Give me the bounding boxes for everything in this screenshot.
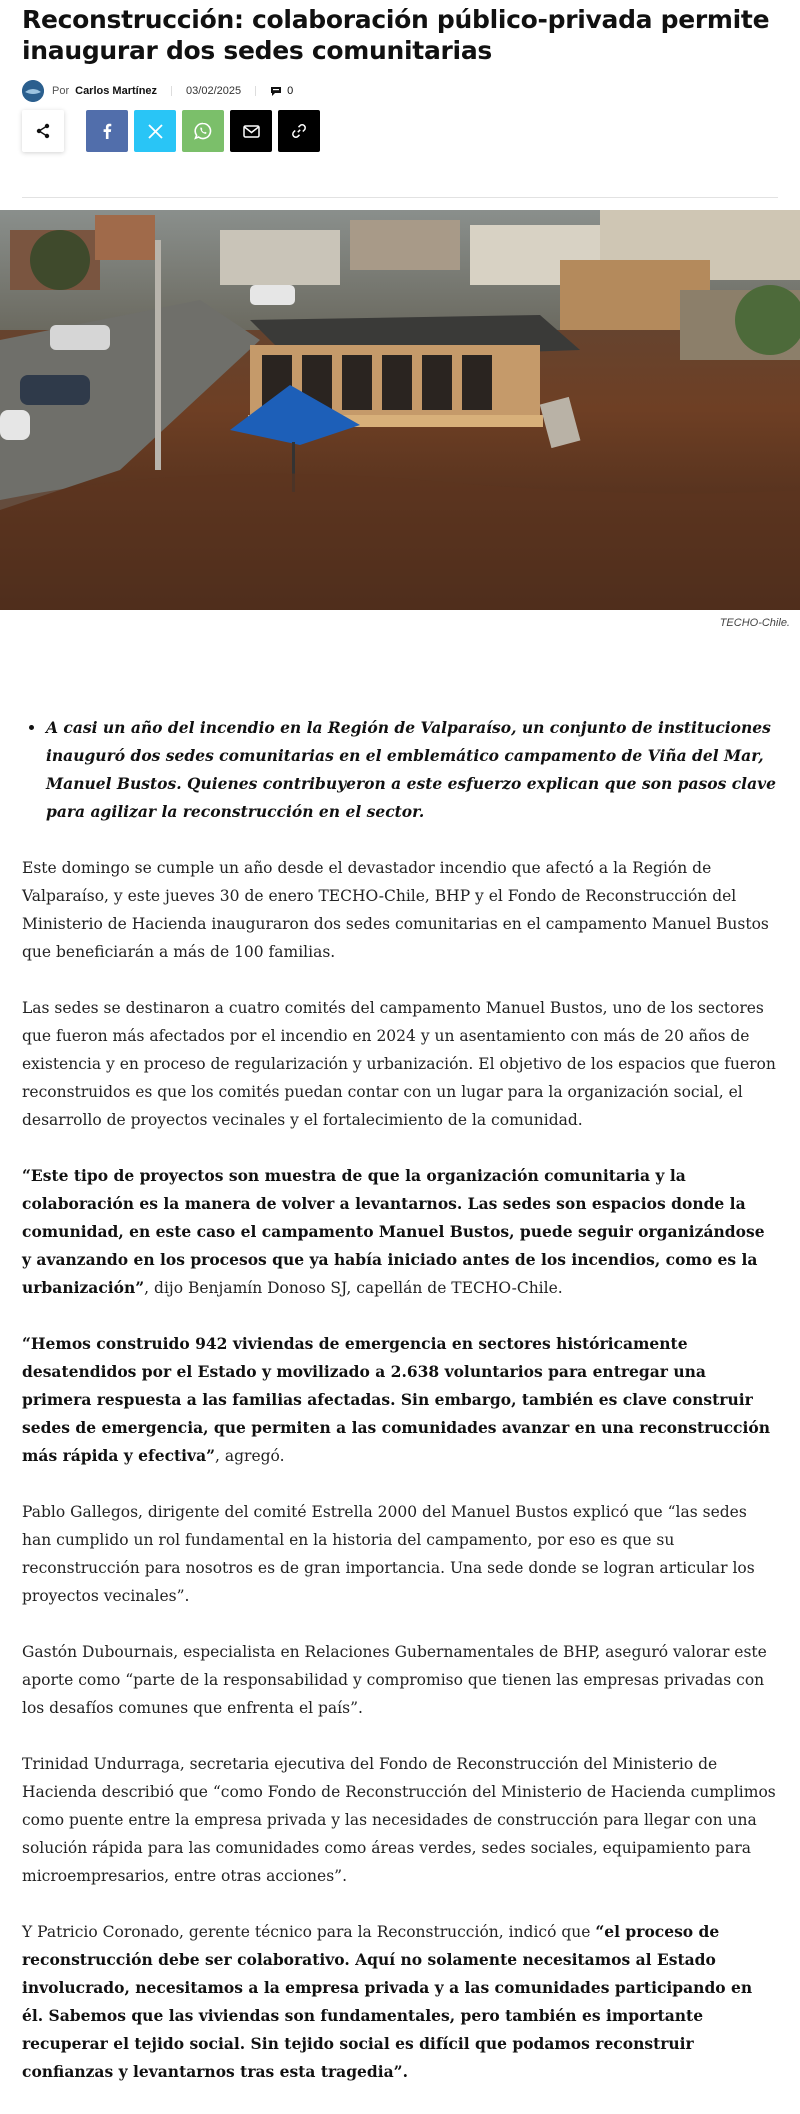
- lead-list: [22, 714, 778, 826]
- body-paragraph-7: Trinidad Undurraga, secretaria ejecutiva del Fondo de Reconstrucción del Ministerio de Hacienda describió que “como Fondo de Reconstrucción del Ministerio de Hacienda cumplimos como puente entre la empresa privada y las necesidades de construcción para llegar con una solución rápida para las comunidades como áreas verdes, sedes sociales, equipamiento para microempresarios, entre otras acciones”.: [22, 1755, 776, 1885]
- article-body: [22, 714, 778, 2114]
- body-paragraph-4: [22, 1330, 778, 1470]
- share-bar: [22, 110, 778, 152]
- avatar-logo-icon: [22, 80, 44, 102]
- share-email-button[interactable]: [230, 110, 272, 152]
- attribution-techo: , agregó.: [215, 1447, 285, 1465]
- comments-link[interactable]: [270, 85, 293, 97]
- copy-link-button[interactable]: [278, 110, 320, 152]
- meta-divider: [255, 86, 256, 96]
- comment-count: 0: [287, 85, 294, 97]
- share-facebook-button[interactable]: [86, 110, 128, 152]
- article-title: Reconstrucción: colaboración público-privada permite inaugurar dos sedes comunitarias: [22, 5, 770, 65]
- share-whatsapp-button[interactable]: [182, 110, 224, 152]
- share-icon: [35, 123, 51, 139]
- meta-divider: [171, 86, 172, 96]
- header-divider: [22, 197, 778, 198]
- x-twitter-icon: [148, 124, 163, 139]
- body-paragraph-8: [22, 1918, 778, 2086]
- author-link[interactable]: Carlos Martínez: [75, 85, 158, 97]
- featured-image: [0, 210, 800, 610]
- lead-paragraph: • A casi un año del incendio en la Región de Valparaíso, un conjunto de instituciones inauguró dos sedes comunitarias en el emblemático campamento de Viña del Mar, Manuel Bustos. Quienes contribuyeron a este esfuerzo explican que son pasos clave para agilizar la reconstrucción en el sector.: [46, 714, 778, 826]
- whatsapp-icon: [194, 122, 212, 140]
- body-paragraph-2: Las sedes se destinaron a cuatro comités del campamento Manuel Bustos, uno de los sectores que fueron más afectados por el incendio en 2024 y un asentamiento con más de 20 años de existencia y en proceso de regularización y urbanización. El objetivo de los espacios que fueron reconstruidos es que los comités puedan contar con un lugar para la organización social, el desarrollo de proyectos vecinales y el fortalecimiento de la comunidad.: [22, 999, 776, 1129]
- attribution-donoso: , dijo Benjamín Donoso SJ, capellán de TECHO-Chile.: [144, 1279, 563, 1297]
- article-meta: [22, 78, 778, 104]
- facebook-icon: [102, 123, 112, 139]
- email-icon: [243, 125, 260, 138]
- image-caption: TECHO-Chile.: [719, 617, 790, 629]
- intro-coronado: Y Patricio Coronado, gerente técnico para la Reconstrucción, indicó que: [22, 1923, 596, 1941]
- featured-image-drone-photo: [0, 210, 800, 610]
- body-paragraph-6: Gastón Dubournais, especialista en Relaciones Gubernamentales de BHP, aseguró valorar este aporte como “parte de la responsabilidad y compromiso que tienen las empresas privadas con los desafíos comunes que enfrenta el país”.: [22, 1643, 767, 1717]
- quote-techo: “Hemos construido 942 viviendas de emergencia en sectores históricamente desatendidos por el Estado y movilizado a 2.638 voluntarios para entregar una primera respuesta a las familias afectadas. Sin embargo, también es clave construir sedes de emergencia, que permiten a las comunidades avanzar en una reconstrucción más rápida y efectiva”: [22, 1334, 770, 1465]
- body-paragraph-3: [22, 1162, 778, 1302]
- link-icon: [291, 123, 307, 139]
- avatar[interactable]: [22, 80, 44, 102]
- publish-date: 03/02/2025: [186, 85, 242, 97]
- body-paragraph-5: Pablo Gallegos, dirigente del comité Estrella 2000 del Manuel Bustos explicó que “las sedes han cumplido un rol fundamental en la historia del campamento, por eso es que su reconstrucción para nosotros es de gran importancia. Una sede donde se logran articular los proyectos vecinales”.: [22, 1503, 755, 1605]
- article-header: [0, 0, 800, 198]
- share-button[interactable]: [22, 110, 64, 152]
- body-paragraph-1: Este domingo se cumple un año desde el devastador incendio que afectó a la Región de Valparaíso, y este jueves 30 de enero TECHO-Chile, BHP y el Fondo de Reconstrucción del Ministerio de Hacienda inauguraron dos sedes comunitarias en el campamento Manuel Bustos que beneficiarán a más de 100 familias.: [22, 859, 769, 961]
- share-x-button[interactable]: [134, 110, 176, 152]
- comment-icon: [270, 86, 282, 97]
- by-label: Por: [52, 85, 70, 97]
- quote-coronado: “el proceso de reconstrucción debe ser colaborativo. Aquí no solamente necesitamos al Estado involucrado, necesitamos a la empresa privada y a las comunidades participando en él. Sabemos que las viviendas son fundamentales, pero también es importante recuperar el tejido social. Sin tejido social es difícil que podamos reconstruir confianzas y levantarnos tras esta tragedia”.: [22, 1922, 753, 2081]
- quote-donoso: “Este tipo de proyectos son muestra de que la organización comunitaria y la colaboración es la manera de volver a levantarnos. Las sedes son espacios donde la comunidad, en este caso el campamento Manuel Bustos, puede seguir organizándose y avanzando en los procesos que ya había iniciado antes de los incendios, como es la urbanización”: [22, 1166, 765, 1297]
